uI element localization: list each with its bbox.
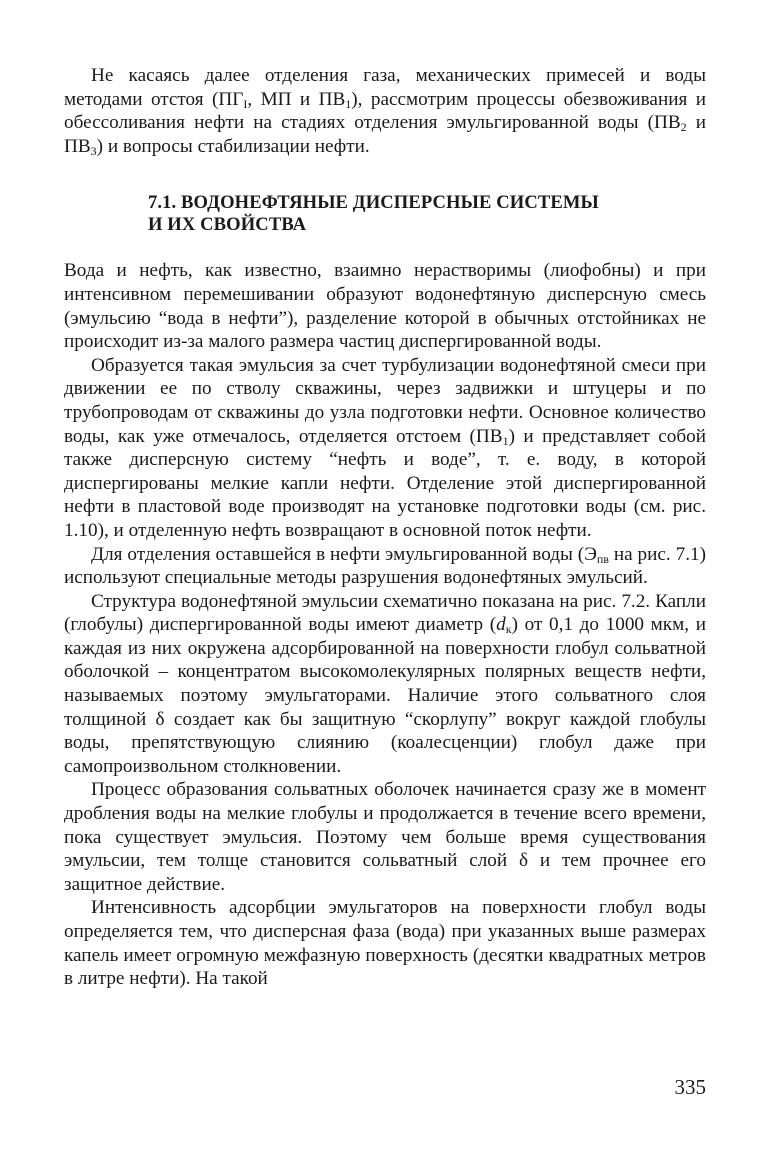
intro-text: , МП и ПВ bbox=[247, 88, 346, 110]
page-number: 335 bbox=[674, 1075, 706, 1099]
body-paragraph bbox=[64, 590, 706, 779]
body-paragraph: Вода и нефть, как известно, взаимно нерастворимы (лиофобны) и при интенсивном перемешивании образуют водонефтяную дисперсную смесь (эмульсию “вода в нефти”), разделение которой в обычных отстойниках не происходит из-за малого размера частиц диспергированной воды. bbox=[64, 260, 706, 353]
paragraph-text: ) от 0,1 до 1000 мкм, и каждая из них окружена адсорбированной на поверхности глобул сольватной оболочкой – концентратом высокомолекулярных полярных веществ нефти, называемых поэтому эмульгаторами. Наличие этого сольватного слоя толщиной δ создает как бы защитную “скорлупу” вокруг каждой глобулы воды, препятствующую слиянию (коалесценции) глобул даже при самопроизвольном столкновении. bbox=[64, 614, 706, 777]
intro-paragraph bbox=[64, 64, 706, 158]
intro-text: ), рассмотрим процессы обезвоживания и обессоливания нефти на стадиях отделения эмульгированной воды (ПВ bbox=[64, 88, 706, 134]
section-heading bbox=[148, 192, 706, 236]
paragraph-text: Структура водонефтяной эмульсии схематично показана на рис. 7.2. Капли (глобулы) диспергированной воды имеют диаметр ( bbox=[64, 590, 706, 636]
paragraph-text: на рис. 7.1) используют специальные методы разрушения водонефтяных эмульсий. bbox=[64, 543, 706, 589]
intro-text: и ПВ bbox=[64, 112, 706, 157]
subscript: 3 bbox=[90, 143, 97, 158]
body-paragraph bbox=[64, 354, 706, 543]
body-paragraph bbox=[64, 543, 706, 590]
paragraph-text: Образуется такая эмульсия за счет турбулизации водонефтяной смеси при движении ее по стволу скважины, через задвижки и штуцеры и по трубопроводам от скважины до узла подготовки нефти. Основное количество воды, как уже отмечалось, отделяется отстоем (ПВ bbox=[64, 354, 706, 447]
body-paragraph: Процесс образования сольватных оболочек начинается сразу же в момент дробления воды на мелкие глобулы и продолжается в течение всего времени, пока существует эмульсия. Поэтому чем больше время существования эмульсии, тем толще становится сольватный слой δ и тем прочнее его защитное действие. bbox=[64, 779, 706, 895]
intro-text: ) и вопросы стабилизации нефти. bbox=[96, 135, 370, 157]
section-heading-line: И ИХ СВОЙСТВА bbox=[148, 214, 307, 236]
subscript: 1 bbox=[502, 433, 509, 448]
subscript: 2 bbox=[680, 120, 687, 135]
document-page bbox=[64, 64, 706, 991]
subscript: пв bbox=[596, 551, 609, 566]
subscript: к bbox=[505, 622, 512, 637]
paragraph-text: ) и представляет собой также дисперсную систему “нефть и воде”, т. е. воду, в которой диспергированы мелкие капли нефти. Отделение этой диспергированной нефти в пластовой воде производят на установке подготовки воды (см. рис. 1.10), и отделенную нефть возвращают в основной поток нефти. bbox=[64, 425, 706, 541]
variable: d bbox=[496, 614, 506, 636]
intro-text: Не касаясь далее отделения газа, механических примесей и воды методами отстоя (ПГ bbox=[64, 65, 706, 110]
subscript: I bbox=[243, 96, 248, 111]
paragraph-text: Для отделения оставшейся в нефти эмульгированной воды (Э bbox=[91, 543, 597, 565]
subscript: 1 bbox=[345, 96, 352, 111]
body-paragraph: Интенсивность адсорбции эмульгаторов на поверхности глобул воды определяется тем, что дисперсная фаза (вода) при указанных выше размерах капель имеет огромную межфазную поверхность (десятки квадратных метров в литре нефти). На такой bbox=[64, 897, 706, 990]
section-heading-line: 7.1. ВОДОНЕФТЯНЫЕ ДИСПЕРСНЫЕ СИСТЕМЫ bbox=[148, 192, 599, 214]
